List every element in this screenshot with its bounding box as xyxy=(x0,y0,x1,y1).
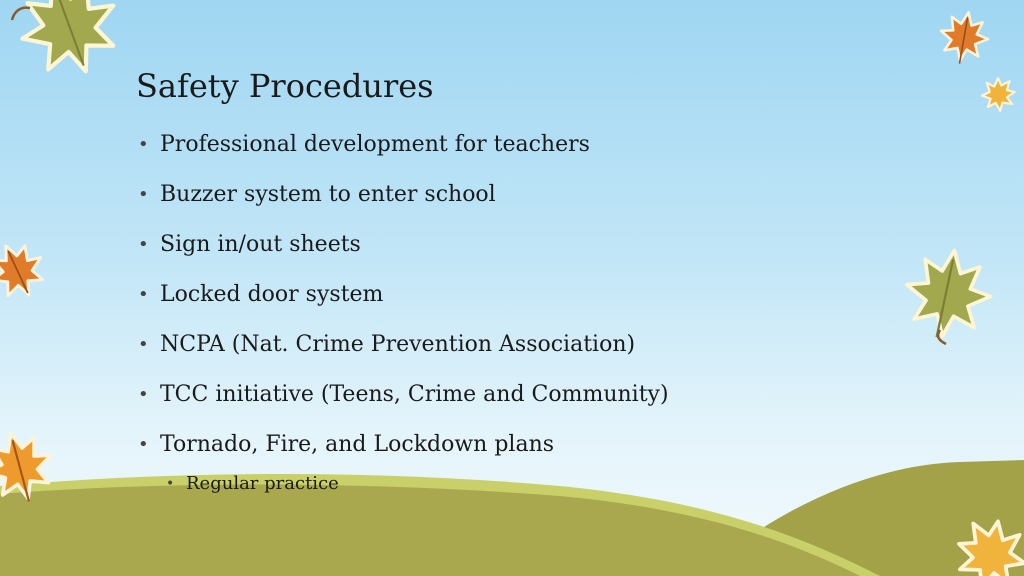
bullet-item: • TCC initiative (Teens, Crime and Community) xyxy=(138,378,669,428)
leaf-stem xyxy=(12,8,30,20)
leaf-icon xyxy=(7,0,132,88)
leaf-icon xyxy=(975,71,1022,118)
bullet-item: • NCPA (Nat. Crime Prevention Association) xyxy=(138,328,669,378)
leaf-icon xyxy=(0,234,53,306)
leaf-icon xyxy=(900,245,996,344)
slide-title: Safety Procedures xyxy=(136,67,434,105)
leaf-icon xyxy=(936,8,992,68)
bullet-item: • Tornado, Fire, and Lockdown plans xyxy=(138,428,669,478)
bullet-item: • Sign in/out sheets xyxy=(138,228,669,278)
sub-bullet-item: • Regular practice xyxy=(166,470,339,498)
bullet-item: • Locked door system xyxy=(138,278,669,328)
sub-bullet-list xyxy=(166,470,339,498)
bullet-item: • Professional development for teachers xyxy=(138,128,669,178)
bullet-item: • Buzzer system to enter school xyxy=(138,178,669,228)
bullet-list xyxy=(138,128,669,478)
front-hill xyxy=(0,484,860,576)
